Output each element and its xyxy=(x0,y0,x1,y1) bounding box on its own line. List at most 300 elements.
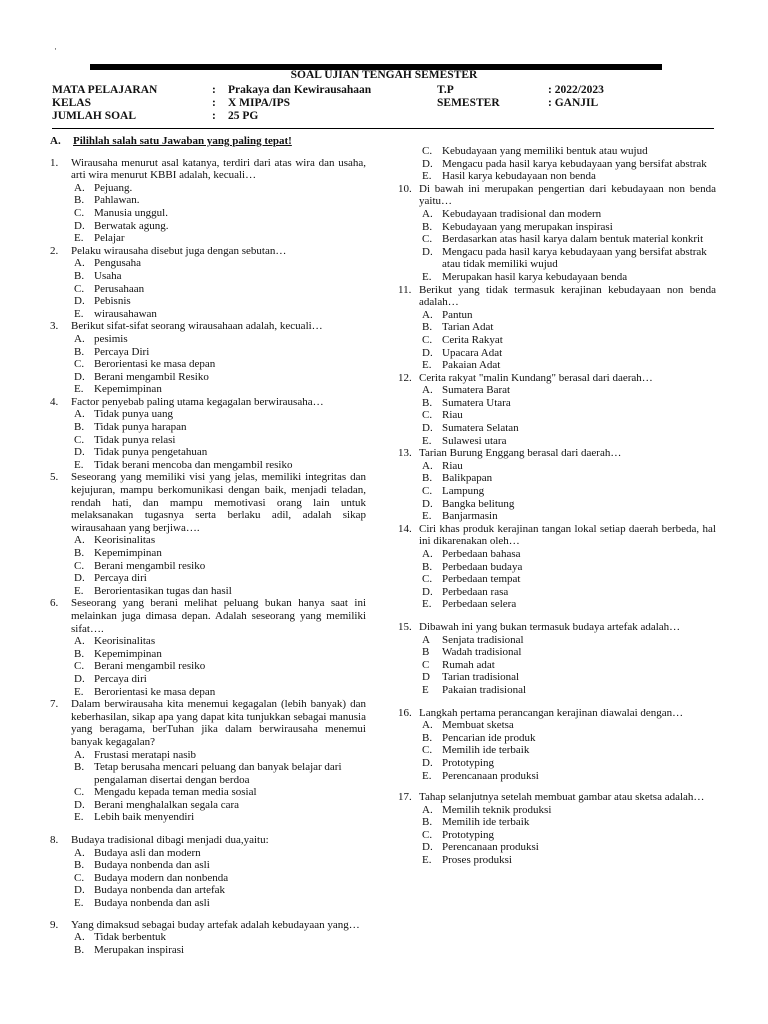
question-number: 3. xyxy=(50,320,59,333)
question-number: 13. xyxy=(398,447,412,460)
option-text: Pakaian Adat xyxy=(442,359,501,372)
question-number: 12. xyxy=(398,371,412,384)
option-letter: E. xyxy=(74,232,84,245)
option-text: Perbedaan rasa xyxy=(442,585,509,598)
option-text: Hasil karya kebudayaan non benda xyxy=(442,170,596,183)
count-label: JUMLAH SOAL xyxy=(52,110,137,122)
class-value: X MIPA/IPS xyxy=(228,97,291,109)
answer-option xyxy=(419,221,716,234)
option-letter: A xyxy=(422,633,430,646)
answer-option xyxy=(419,485,716,498)
answer-option xyxy=(71,207,366,220)
option-text: Membuat sketsa xyxy=(442,719,514,732)
option-text: Manusia unggul. xyxy=(94,206,168,219)
option-text: Keorisinalitas xyxy=(94,534,156,547)
option-letter: B. xyxy=(74,421,85,434)
question xyxy=(398,791,716,867)
question-number: 2. xyxy=(50,244,59,257)
answer-option xyxy=(419,757,716,770)
option-text: Berorientasikan tugas dan hasil xyxy=(94,584,232,597)
answer-option xyxy=(71,333,366,346)
question xyxy=(50,834,366,910)
option-text: Usaha xyxy=(94,269,122,282)
option-letter: A. xyxy=(422,803,433,816)
page-mark: · xyxy=(54,44,57,54)
answer-option xyxy=(71,547,366,560)
option-letter: C. xyxy=(74,786,85,799)
option-letter: E. xyxy=(74,307,84,320)
answer-option xyxy=(71,686,366,699)
option-text: Memilih ide terbaik xyxy=(442,816,530,829)
question xyxy=(398,284,716,372)
option-text: Balikpapan xyxy=(442,472,493,485)
option-letter: E. xyxy=(422,769,432,782)
option-text: Perbedaan budaya xyxy=(442,560,523,573)
option-letter: D. xyxy=(422,585,433,598)
answer-option xyxy=(71,446,366,459)
option-text: Mengacu pada hasil karya kebudayaan yang bersifat abstrak xyxy=(442,157,707,170)
question-text: Factor penyebab paling utama kegagalan berwirausaha… xyxy=(71,395,324,408)
question-text: Tahap selanjutnya setelah membuat gambar atau sketsa adalah… xyxy=(419,791,705,804)
option-text: Perbedaan selera xyxy=(442,598,517,611)
answer-option xyxy=(71,295,366,308)
option-text: Bangka belitung xyxy=(442,497,515,510)
answer-option xyxy=(419,598,716,611)
answer-option xyxy=(419,334,716,347)
answer-option xyxy=(419,659,716,672)
option-letter: B. xyxy=(74,194,85,207)
answer-option xyxy=(419,409,716,422)
answer-option xyxy=(71,847,366,860)
option-text: Kepemimpinan xyxy=(94,647,162,660)
question xyxy=(398,621,716,697)
option-letter: B. xyxy=(74,547,85,559)
option-text: Keorisinalitas xyxy=(94,635,156,648)
option-text: Berorientasi ke masa depan xyxy=(94,358,216,371)
question-number: 15. xyxy=(398,620,412,633)
answer-option xyxy=(419,634,716,647)
question xyxy=(50,698,366,824)
answer-option xyxy=(419,347,716,360)
section-instruction: Pilihlah salah satu Jawaban yang paling tepat! xyxy=(73,135,292,147)
option-text: Lampung xyxy=(442,485,485,498)
spacer xyxy=(398,782,716,791)
option-letter: B. xyxy=(74,269,85,282)
answer-option xyxy=(419,208,716,221)
answer-option xyxy=(419,732,716,745)
answer-option xyxy=(71,358,366,371)
option-text: Pejuang. xyxy=(94,181,133,194)
answer-option xyxy=(419,770,716,783)
option-text: Berani menghalalkan segala cara xyxy=(94,798,240,811)
option-text: Budaya nonbenda dan asli xyxy=(94,897,210,910)
question-number: 9. xyxy=(50,918,59,931)
question-number: 4. xyxy=(50,395,59,408)
answer-option xyxy=(71,931,366,944)
question-text: Di bawah ini merupakan pengertian dari kebudayaan non benda yaitu… xyxy=(419,182,716,208)
option-text: Wadah tradisional xyxy=(442,646,522,659)
option-letter: E. xyxy=(422,270,432,283)
option-letter: A. xyxy=(422,719,433,732)
option-text: Sulawesi utara xyxy=(442,434,507,447)
count-sep: : xyxy=(212,110,216,122)
option-text: Budaya nonbenda dan asli xyxy=(94,859,210,872)
answer-option xyxy=(419,422,716,435)
option-letter: C. xyxy=(74,871,85,884)
question-number: 14. xyxy=(398,522,412,535)
option-text: Merupakan inspirasi xyxy=(94,943,185,956)
option-letter: D. xyxy=(74,295,85,308)
option-letter: E. xyxy=(422,434,432,447)
option-letter: E. xyxy=(422,359,432,372)
option-text: Kepemimpinan xyxy=(94,547,162,559)
option-text: Lebih baik menyendiri xyxy=(94,811,195,824)
option-text: Tidak berani mencoba dan mengambil resiko xyxy=(94,458,293,471)
option-text: Tarian tradisional xyxy=(442,671,520,684)
answer-option xyxy=(71,371,366,384)
answer-option xyxy=(419,671,716,684)
question-number: 6. xyxy=(50,597,59,610)
option-letter: D. xyxy=(74,672,85,685)
question-number: 5. xyxy=(50,471,59,484)
answer-option xyxy=(71,220,366,233)
option-text: Berorientasi ke masa depan xyxy=(94,685,216,698)
answer-option xyxy=(71,182,366,195)
question xyxy=(50,396,366,472)
option-letter: A. xyxy=(74,534,85,547)
option-letter: C. xyxy=(74,559,85,572)
answer-option xyxy=(71,194,366,207)
answer-option xyxy=(419,472,716,485)
spacer xyxy=(398,611,716,621)
option-text: Percaya diri xyxy=(94,572,147,585)
question-9-continued xyxy=(398,145,716,183)
option-letter: E. xyxy=(422,170,432,183)
option-text: Memilih teknik produksi xyxy=(442,803,552,816)
option-letter: B. xyxy=(422,472,433,485)
option-letter: D. xyxy=(422,346,433,359)
option-letter: C. xyxy=(74,433,85,446)
option-text: Kepemimpinan xyxy=(94,383,162,396)
option-text: Tidak punya uang xyxy=(94,408,174,421)
option-letter: D. xyxy=(74,798,85,811)
answer-option xyxy=(419,435,716,448)
question-text: Seseorang yang memiliki visi yang jelas, memiliki integritas dan kejujuran, mampu berkomunikasi dengan baik, menjadi teladan, rendah hati, dan mampu memotivasi orang lain untuk melaksanakan tugasnya serta berlaku adil, adalah sikap wirausahaan yang berjiwa…. xyxy=(71,471,366,534)
option-text: Rumah adat xyxy=(442,658,495,671)
question xyxy=(398,372,716,448)
answer-option xyxy=(419,804,716,817)
answer-option xyxy=(71,459,366,472)
option-letter: D. xyxy=(422,422,433,435)
option-letter: B. xyxy=(422,560,433,573)
answer-option xyxy=(419,561,716,574)
option-text: Pencarian ide produk xyxy=(442,731,536,744)
option-text: Budaya nonbenda dan artefak xyxy=(94,884,226,897)
spacer xyxy=(398,697,716,707)
answer-option xyxy=(71,660,366,673)
answer-option xyxy=(71,648,366,661)
option-text: Kebudayaan yang merupakan inspirasi xyxy=(442,220,613,233)
answer-option xyxy=(71,872,366,885)
option-text: Mengacu pada hasil karya kebudayaan yang bersifat abstrak atau tidak memiliki wujud xyxy=(442,245,707,271)
option-text: Sumatera Barat xyxy=(442,384,511,397)
class-label: KELAS xyxy=(52,97,91,109)
option-text: Perbedaan tempat xyxy=(442,573,521,586)
option-text: Merupakan hasil karya kebudayaan benda xyxy=(442,270,628,283)
answer-option xyxy=(419,684,716,697)
option-text: Pantun xyxy=(442,308,473,321)
option-letter: C. xyxy=(74,660,85,673)
option-letter: B xyxy=(422,646,430,659)
answer-option xyxy=(71,434,366,447)
answer-option xyxy=(419,646,716,659)
left-column xyxy=(50,135,366,956)
option-text: Perusahaan xyxy=(94,282,145,295)
option-text: Perbedaan bahasa xyxy=(442,548,521,560)
question-text: Wirausaha menurut asal katanya, terdiri dari atas wira dan usaha, arti wira menurut KBBI adalah, kecuali… xyxy=(71,156,366,182)
option-letter: D. xyxy=(74,884,85,897)
option-letter: E. xyxy=(74,458,84,471)
option-letter: C. xyxy=(74,282,85,295)
option-text: Percaya diri xyxy=(94,672,147,685)
year-label: T.P xyxy=(437,84,454,96)
option-letter: E. xyxy=(422,854,432,867)
option-letter: D. xyxy=(422,497,433,510)
question xyxy=(50,471,366,597)
option-letter: D xyxy=(422,671,430,684)
option-letter: A. xyxy=(74,408,85,421)
option-letter: C. xyxy=(422,145,433,157)
question xyxy=(50,245,366,321)
question-number: 10. xyxy=(398,182,412,195)
option-text: Senjata tradisional xyxy=(442,633,524,646)
question-text: Seseorang yang berani melihat peluang bukan hanya saat ini melainkan juga dimasa depan. Adalah seseorang yang memiliki sifat…. xyxy=(71,597,366,635)
question xyxy=(398,523,716,611)
option-text: Berani mengambil resiko xyxy=(94,660,206,673)
question-number: 1. xyxy=(50,156,59,169)
subject-value: Prakaya dan Kewirausahaan xyxy=(228,84,372,96)
option-letter: B. xyxy=(422,731,433,744)
answer-option xyxy=(419,145,716,158)
option-text: Pakaian tradisional xyxy=(442,683,527,696)
answer-option xyxy=(419,854,716,867)
option-text: Riau xyxy=(442,409,463,422)
answer-option xyxy=(71,859,366,872)
option-text: Sumatera Utara xyxy=(442,396,511,409)
option-letter: D. xyxy=(422,841,433,854)
spacer xyxy=(50,910,366,919)
option-letter: A. xyxy=(422,308,433,321)
option-text: Pelajar xyxy=(94,232,125,245)
subject-label: MATA PELAJARAN xyxy=(52,84,158,96)
option-text: Kebudayaan yang memiliki bentuk atau wujud xyxy=(442,145,648,157)
option-letter: D. xyxy=(422,157,433,170)
section-heading xyxy=(50,135,366,148)
option-text: Pebisnis xyxy=(94,295,131,308)
question-text: Yang dimaksud sebagai buday artefak adalah kebudayaan yang… xyxy=(71,918,360,931)
option-text: Tidak punya pengetahuan xyxy=(94,446,208,459)
answer-option xyxy=(419,573,716,586)
option-letter: A. xyxy=(74,181,85,194)
option-letter: C. xyxy=(422,828,433,841)
option-letter: A. xyxy=(74,635,85,648)
option-text: Pahlawan. xyxy=(94,194,140,207)
question xyxy=(50,320,366,396)
option-letter: A. xyxy=(74,846,85,859)
question-text: Cerita rakyat "malin Kundang" berasal dari daerah… xyxy=(419,371,653,384)
question-number: 8. xyxy=(50,834,59,847)
answer-option xyxy=(71,749,366,762)
option-letter: A. xyxy=(422,207,433,220)
option-letter: B. xyxy=(422,220,433,233)
option-text: Proses produksi xyxy=(442,854,512,867)
option-letter: C xyxy=(422,658,430,671)
question-text: Tarian Burung Enggang berasal dari daerah… xyxy=(419,447,622,460)
answer-option xyxy=(419,841,716,854)
option-text: Budaya asli dan modern xyxy=(94,846,201,859)
answer-option xyxy=(419,829,716,842)
option-text: Tidak berbentuk xyxy=(94,931,167,944)
option-text: Pengusaha xyxy=(94,257,142,270)
option-letter: D. xyxy=(74,219,85,232)
answer-option xyxy=(71,585,366,598)
answer-option xyxy=(71,786,366,799)
option-text: Berdasarkan atas hasil karya dalam bentuk material konkrit xyxy=(442,233,704,246)
option-text: Percaya Diri xyxy=(94,345,150,358)
answer-option xyxy=(71,308,366,321)
answer-option xyxy=(71,283,366,296)
option-letter: B. xyxy=(74,859,85,872)
semester-value: : GANJIL xyxy=(548,97,599,109)
answer-option xyxy=(71,944,366,957)
answer-option xyxy=(419,233,716,246)
question xyxy=(50,597,366,698)
option-letter: D. xyxy=(74,446,85,459)
option-text: Prototyping xyxy=(442,756,494,769)
question-text: Langkah pertama perancangan kerajinan diawalai dengan… xyxy=(419,706,684,719)
option-text: Memilih ide terbaik xyxy=(442,744,530,757)
answer-option xyxy=(419,170,716,183)
option-letter: C. xyxy=(422,333,433,346)
option-text: Upacara Adat xyxy=(442,346,503,359)
answer-option xyxy=(71,232,366,245)
answer-option xyxy=(71,811,366,824)
question-number: 11. xyxy=(398,283,412,296)
option-letter: B. xyxy=(422,321,433,334)
option-text: Berwatak agung. xyxy=(94,219,169,232)
option-letter: D. xyxy=(422,756,433,769)
answer-option xyxy=(71,270,366,283)
year-value: : 2022/2023 xyxy=(548,84,604,96)
answer-option xyxy=(71,635,366,648)
option-text: Banjarmasin xyxy=(442,510,498,523)
option-letter: E. xyxy=(422,598,432,611)
option-letter: A. xyxy=(422,548,433,560)
question-text: Dalam berwirausaha kita menemui kegagalan (lebih banyak) dan keberhasilan, sikap apa yang dapat kita tunjukkan sebagai manusia yang beragama, berTuhan jika dalam berwirausaha menemui banyak kegagalan? xyxy=(71,698,366,748)
answer-option xyxy=(419,498,716,511)
option-letter: E. xyxy=(74,383,84,396)
answer-option xyxy=(419,384,716,397)
exam-title: SOAL UJIAN TENGAH SEMESTER xyxy=(290,69,478,81)
subject-sep: : xyxy=(212,84,216,96)
option-letter: C. xyxy=(422,744,433,757)
answer-option xyxy=(71,408,366,421)
question-number: 17. xyxy=(398,791,412,804)
question xyxy=(398,447,716,523)
option-letter: C. xyxy=(422,233,433,246)
option-letter: E. xyxy=(422,510,432,523)
header-divider xyxy=(52,128,714,129)
option-text: wirausahawan xyxy=(94,307,157,320)
option-letter: E xyxy=(422,683,429,696)
question-text: Ciri khas produk kerajinan tangan lokal setiap daerah berbeda, hal ini dikarenakan oleh… xyxy=(419,522,716,548)
answer-option xyxy=(71,799,366,812)
answer-option xyxy=(71,897,366,910)
semester-label: SEMESTER xyxy=(437,97,500,109)
answer-option xyxy=(71,572,366,585)
option-letter: D. xyxy=(422,245,433,258)
question xyxy=(50,919,366,957)
option-letter: E. xyxy=(74,811,84,824)
question-text: Berikut yang tidak termasuk kerajinan kebudayaan non benda adalah… xyxy=(419,283,716,309)
answer-option xyxy=(419,510,716,523)
answer-option xyxy=(419,309,716,322)
answer-option xyxy=(71,673,366,686)
right-column xyxy=(398,145,716,867)
question xyxy=(398,183,716,284)
option-letter: B. xyxy=(74,647,85,660)
answer-option xyxy=(419,246,716,271)
option-letter: A. xyxy=(74,257,85,270)
question-text: Berikut sifat-sifat seorang wirausahaan adalah, kecuali… xyxy=(71,320,323,333)
option-text: Kebudayaan tradisional dan modern xyxy=(442,207,602,220)
option-letter: B. xyxy=(422,396,433,409)
option-text: Sumatera Selatan xyxy=(442,422,519,435)
option-text: Berani mengambil Resiko xyxy=(94,370,209,383)
option-text: Tidak punya harapan xyxy=(94,421,187,434)
option-letter: C. xyxy=(74,358,85,371)
answer-option xyxy=(419,359,716,372)
option-letter: D. xyxy=(74,572,85,585)
spacer xyxy=(50,824,366,834)
option-letter: A. xyxy=(74,748,85,761)
option-text: Perencanaan produksi xyxy=(442,769,539,782)
option-letter: B. xyxy=(422,816,433,829)
question xyxy=(398,707,716,783)
option-letter: C. xyxy=(74,206,85,219)
answer-option xyxy=(419,719,716,732)
answer-option xyxy=(71,346,366,359)
option-letter: A. xyxy=(74,931,85,944)
count-value: 25 PG xyxy=(228,110,259,122)
option-text: Tidak punya relasi xyxy=(94,433,176,446)
option-text: Tetap berusaha mencari peluang dan banyak belajar dari pengalaman disertai dengan berdoa xyxy=(94,761,342,786)
option-text: Perencanaan produksi xyxy=(442,841,539,854)
option-text: Berani mengambil resiko xyxy=(94,559,206,572)
answer-option xyxy=(419,271,716,284)
option-text: Riau xyxy=(442,459,463,472)
question-number: 16. xyxy=(398,706,412,719)
option-text: Tarian Adat xyxy=(442,321,494,334)
class-sep: : xyxy=(212,97,216,109)
option-letter: D. xyxy=(74,370,85,383)
question-text: Dibawah ini yang bukan termasuk budaya artefak adalah… xyxy=(419,620,681,633)
option-letter: E. xyxy=(74,897,84,910)
option-text: Budaya modern dan nonbenda xyxy=(94,871,229,884)
option-letter: A. xyxy=(422,459,433,472)
question-number: 7. xyxy=(50,698,59,711)
option-letter: A. xyxy=(74,332,85,345)
